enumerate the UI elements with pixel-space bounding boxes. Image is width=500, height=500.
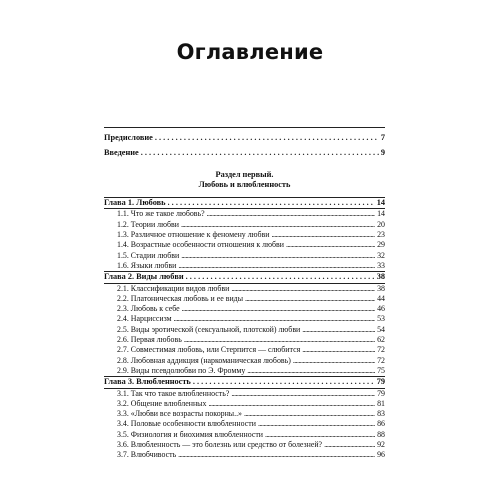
toc-subentry[interactable] bbox=[104, 251, 385, 261]
dot-leader bbox=[265, 430, 375, 440]
dot-leader bbox=[302, 325, 375, 335]
table-of-contents bbox=[104, 126, 385, 461]
toc-subentry[interactable] bbox=[104, 294, 385, 304]
toc-chapter-3[interactable] bbox=[104, 377, 385, 387]
toc-entry-page: 9 bbox=[380, 148, 385, 158]
toc-entry-page: 81 bbox=[377, 398, 385, 408]
toc-entry-label: 1.1. Что же такое любовь? bbox=[117, 209, 205, 219]
toc-entry-label: 1.5. Стадии любви bbox=[117, 250, 180, 260]
toc-subentry[interactable] bbox=[104, 450, 385, 460]
toc-entry-page: 88 bbox=[377, 429, 385, 439]
part-heading: Раздел первый. bbox=[215, 169, 274, 179]
toc-entry-label: 1.4. Возрастные особенности отношения к любви bbox=[117, 240, 284, 250]
dot-leader bbox=[178, 261, 375, 271]
toc-subentry[interactable] bbox=[104, 314, 385, 324]
toc-subentry[interactable] bbox=[104, 284, 385, 294]
dot-leader bbox=[168, 198, 375, 208]
toc-subentry[interactable] bbox=[104, 304, 385, 314]
toc-subentry[interactable] bbox=[104, 261, 385, 271]
toc-entry-page: 86 bbox=[377, 419, 385, 429]
toc-subentry[interactable] bbox=[104, 389, 385, 399]
toc-entry-page: 7 bbox=[380, 133, 385, 142]
toc-entry-page: 83 bbox=[377, 409, 385, 419]
toc-entry-label: 1.3. Различное отношение к феномену любви bbox=[117, 230, 270, 240]
toc-subentry[interactable] bbox=[104, 220, 385, 230]
toc-subentry[interactable] bbox=[104, 230, 385, 240]
toc-entry-page: 32 bbox=[377, 250, 385, 260]
toc-subentry[interactable] bbox=[104, 399, 385, 409]
toc-entry-page: 79 bbox=[376, 377, 385, 387]
dot-leader bbox=[324, 440, 375, 450]
toc-entry-page: 20 bbox=[377, 219, 385, 229]
toc-entry-page: 53 bbox=[377, 314, 385, 324]
toc-subentry[interactable] bbox=[104, 440, 385, 450]
dot-leader bbox=[302, 345, 375, 355]
dot-leader bbox=[231, 389, 375, 399]
toc-entry-page: 72 bbox=[377, 345, 385, 355]
dot-leader bbox=[181, 220, 375, 230]
dot-leader bbox=[258, 419, 375, 429]
dot-leader bbox=[155, 133, 379, 143]
toc-entry-label: Глава 2. Виды любви bbox=[104, 272, 184, 282]
toc-entry-page: 72 bbox=[377, 355, 385, 365]
toc-entry-label: Глава 3. Влюбленность bbox=[104, 377, 191, 387]
toc-entry-label: 3.7. Влюбчивость bbox=[117, 450, 177, 460]
toc-entry-page: 44 bbox=[377, 293, 385, 303]
toc-entry-label: 3.1. Так что такое влюбленность? bbox=[117, 388, 230, 398]
dot-leader bbox=[193, 377, 375, 387]
toc-chapter-2[interactable] bbox=[104, 272, 385, 282]
dot-leader bbox=[178, 450, 375, 460]
toc-entry-label: 1.2. Теории любви bbox=[117, 219, 179, 229]
dot-leader bbox=[231, 284, 375, 294]
toc-subentry[interactable] bbox=[104, 335, 385, 345]
toc-entry-page: 33 bbox=[377, 260, 385, 270]
toc-entry-label: 3.6. Влюбленность — это болезнь или средство от болезней? bbox=[117, 440, 323, 450]
toc-entry-page: 38 bbox=[377, 283, 385, 293]
toc-subentry[interactable] bbox=[104, 325, 385, 335]
dot-leader bbox=[141, 148, 379, 158]
dot-leader bbox=[182, 304, 375, 314]
toc-entry-label: 3.4. Половые особенности влюбленности bbox=[117, 419, 256, 429]
toc-entry-page: 54 bbox=[377, 324, 385, 334]
toc-entry-page: 92 bbox=[377, 440, 385, 450]
dot-leader bbox=[286, 240, 375, 250]
part-subheading: Любовь и влюбленность bbox=[198, 179, 291, 189]
toc-entry-page: 14 bbox=[376, 198, 385, 208]
toc-entry-label: 3.5. Физиология и биохимия влюбленности bbox=[117, 429, 264, 439]
toc-entry-label: 2.9. Виды псевдолюбви по Э. Фромму bbox=[117, 365, 246, 375]
toc-entry-page: 75 bbox=[377, 365, 385, 375]
toc-entry-introduction[interactable] bbox=[104, 148, 385, 158]
toc-entry-label: Введение bbox=[104, 148, 139, 158]
toc-entry-label: 2.3. Любовь к себе bbox=[117, 304, 180, 314]
toc-entry-page: 29 bbox=[377, 240, 385, 250]
dot-leader bbox=[184, 335, 375, 345]
dot-leader bbox=[174, 314, 375, 324]
toc-entry-label: 1.6. Языки любви bbox=[117, 260, 177, 270]
toc-entry-label: 2.7. Совместимая любовь, или Стерпится — слюбится bbox=[117, 345, 301, 355]
toc-subentry[interactable] bbox=[104, 430, 385, 440]
toc-subentry[interactable] bbox=[104, 409, 385, 419]
toc-subentry[interactable] bbox=[104, 240, 385, 250]
toc-subentry[interactable] bbox=[104, 356, 385, 366]
toc-entry-label: 2.6. Первая любовь bbox=[117, 335, 182, 345]
toc-entry-page: 62 bbox=[377, 335, 385, 345]
toc-entry-page: 79 bbox=[377, 388, 385, 398]
toc-chapter-1[interactable] bbox=[104, 198, 385, 208]
dot-leader bbox=[293, 356, 375, 366]
toc-entry-label: 3.3. «Любви все возрасты покорны..» bbox=[117, 409, 243, 419]
toc-subentry[interactable] bbox=[104, 209, 385, 219]
toc-entry-page: 46 bbox=[377, 304, 385, 314]
toc-entry-label: 2.1. Классификации видов любви bbox=[117, 283, 230, 293]
dot-leader bbox=[181, 251, 375, 261]
toc-entry-page: 14 bbox=[377, 209, 385, 219]
dot-leader bbox=[245, 294, 375, 304]
toc-entry-page: 38 bbox=[376, 272, 385, 282]
toc-entry-label: Предисловие bbox=[104, 133, 153, 142]
toc-entry-label: 2.4. Нарциссизм bbox=[117, 314, 172, 324]
toc-entry-label: Глава 1. Любовь bbox=[104, 198, 166, 208]
dot-leader bbox=[186, 272, 375, 282]
toc-entry-preface[interactable] bbox=[104, 133, 385, 143]
toc-entry-label: 3.2. Общение влюбленных bbox=[117, 398, 207, 408]
dot-leader bbox=[207, 209, 375, 219]
toc-entry-page: 96 bbox=[377, 450, 385, 460]
dot-leader bbox=[244, 409, 375, 419]
toc-subentry[interactable] bbox=[104, 366, 385, 376]
dot-leader bbox=[247, 366, 375, 376]
toc-entry-label: 2.2. Платоническая любовь и ее виды bbox=[117, 293, 243, 303]
page-title: Оглавление bbox=[176, 40, 324, 64]
toc-subentry[interactable] bbox=[104, 345, 385, 355]
dot-leader bbox=[208, 399, 375, 409]
toc-entry-page: 23 bbox=[377, 230, 385, 240]
dot-leader bbox=[272, 230, 376, 240]
toc-entry-label: 2.8. Любовная аддикция (наркоманическая любовь) bbox=[117, 355, 291, 365]
toc-subentry[interactable] bbox=[104, 419, 385, 429]
toc-entry-label: 2.5. Виды эротической (сексуальной, плотской) любви bbox=[117, 324, 301, 334]
